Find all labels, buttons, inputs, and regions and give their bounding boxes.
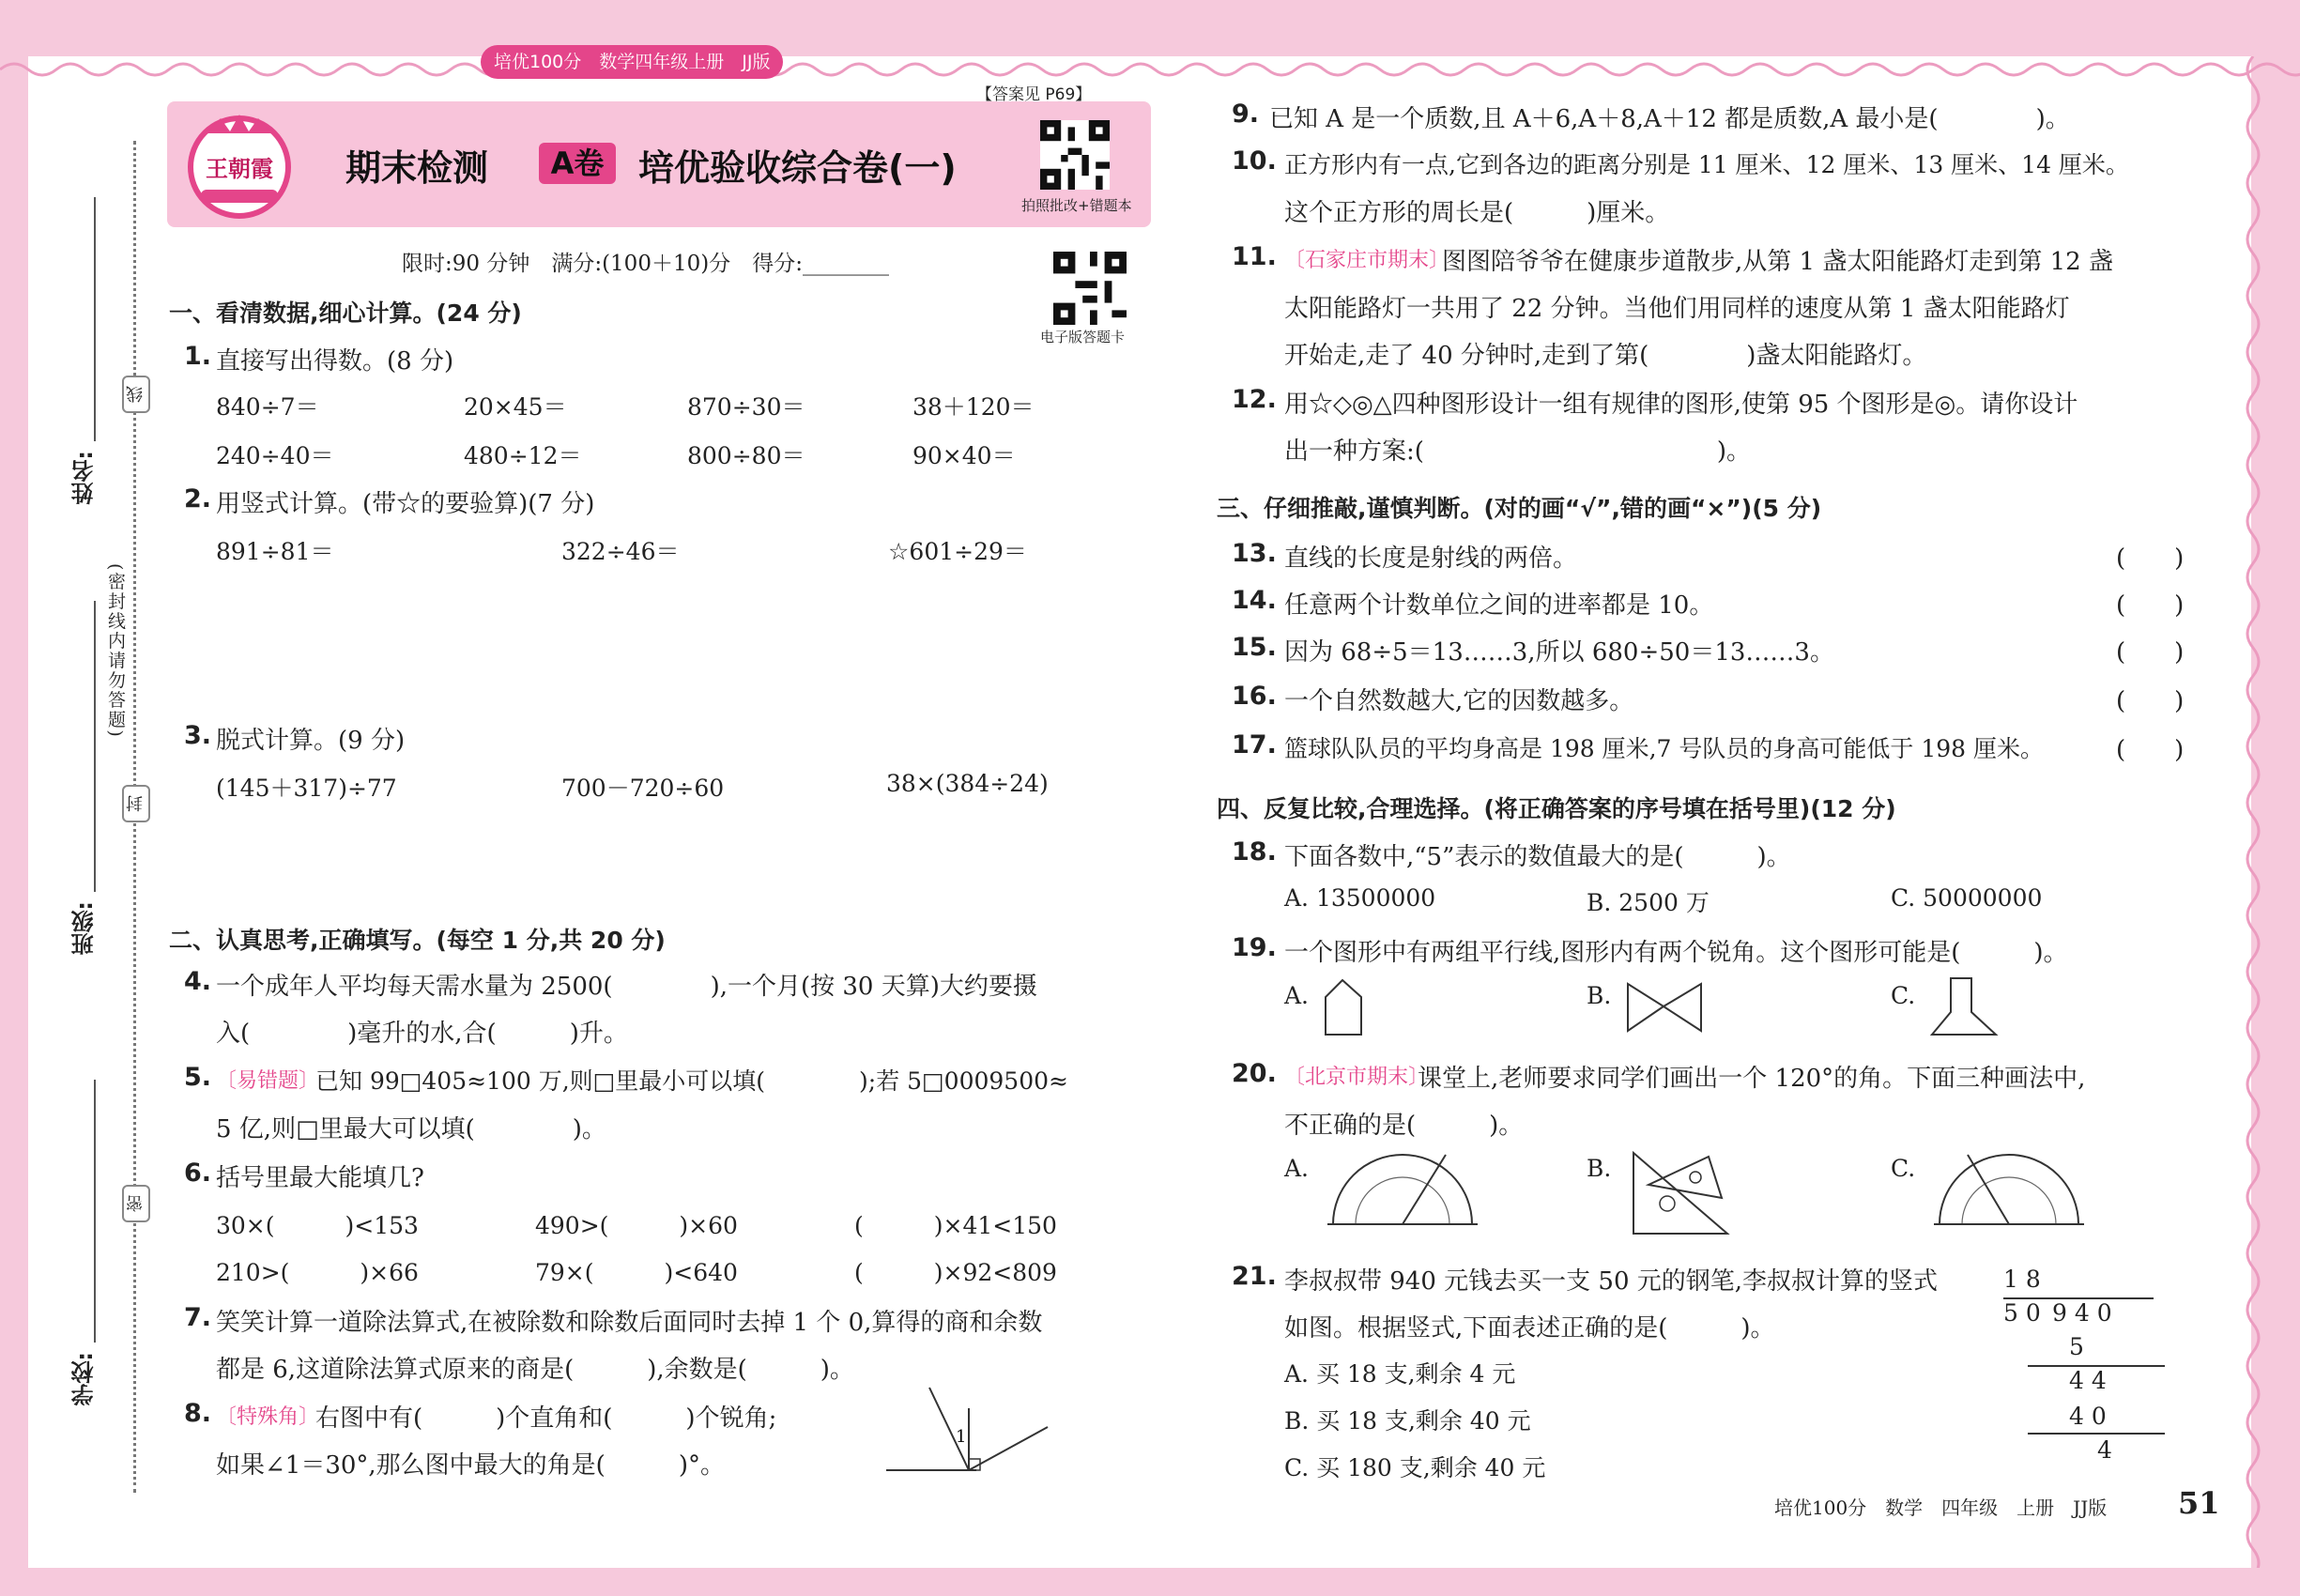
q9-text: 已知 A 是一个质数,且 A＋6,A＋8,A＋12 都是质数,A 最小是( )。 — [1269, 105, 2070, 133]
q20-tag: 〔北京市期末〕 — [1284, 1066, 1430, 1089]
exam-title: 期末检测 — [345, 147, 489, 189]
division-rule — [2028, 1433, 2165, 1435]
q7-line: 笑笑计算一道除法算式,在被除数和除数后面同时去掉 1 个 0,算得的商和余数 — [216, 1309, 1043, 1337]
q19-shape-c — [1928, 974, 2000, 1038]
q8-line: 右图中有( )个直角和( )个锐角; — [315, 1404, 777, 1433]
q2-number: 2. — [184, 484, 212, 514]
q1-item: 20×45＝ — [464, 393, 567, 421]
qr-caption-grading: 拍照批改+错题本 — [1021, 197, 1132, 214]
q5-number: 5. — [184, 1063, 212, 1092]
section-2-heading: 二、认真思考,正确填写。(每空 1 分,共 20 分) — [169, 927, 666, 954]
q4-line: 一个成年人平均每天需水量为 2500( ),一个月(按 30 天算)大约要摄 — [216, 973, 1037, 1001]
q6-item: 210>( )×66 — [216, 1259, 419, 1286]
wavy-border-right — [2234, 56, 2272, 1568]
q20-option-c[interactable]: C. — [1891, 1155, 1916, 1182]
q18-text: 下面各数中,“5”表示的数值最大的是( )。 — [1284, 843, 1791, 871]
paper-sheet — [28, 56, 2251, 1568]
q11-line: 太阳能路灯一共用了 22 分钟。当他们用同样的速度从第 1 盏太阳能路灯 — [1284, 295, 2070, 323]
q1-item: 480÷12＝ — [464, 442, 582, 469]
q1-item: 800÷80＝ — [687, 442, 805, 469]
long-division-quotient: 1 8 — [2003, 1266, 2041, 1293]
q10-line: 这个正方形的周长是( )厘米。 — [1284, 199, 1670, 227]
q19-option-c[interactable]: C. — [1891, 982, 1916, 1009]
q4-number: 4. — [184, 967, 212, 996]
q20-protractor-a — [1327, 1151, 1478, 1230]
q21-line: 李叔叔带 940 元钱去买一支 50 元的钢笔,李叔叔计算的竖式 — [1284, 1267, 1939, 1296]
q17-number: 17. — [1232, 730, 1277, 760]
q2-prompt: 用竖式计算。(带☆的要验算)(7 分) — [216, 490, 595, 518]
q1-item: 840÷7＝ — [216, 393, 319, 421]
paper-title: 培优验收综合卷(一) — [638, 147, 957, 189]
q19-number: 19. — [1232, 933, 1277, 962]
section-3-heading: 三、仔细推敲,谨慎判断。(对的画“√”,错的画“×”)(5 分) — [1217, 495, 1822, 522]
wavy-border-top — [0, 41, 2300, 79]
q11-tag: 〔石家庄市期末〕 — [1284, 249, 1450, 272]
q6-number: 6. — [184, 1159, 212, 1188]
q15-answer[interactable]: ( ) — [2116, 638, 2185, 667]
q12-line: 用☆◇◎△四种图形设计一组有规律的图形,使第 95 个图形是◎。请你设计 — [1284, 391, 2078, 419]
q14-text: 任意两个计数单位之间的进率都是 10。 — [1284, 591, 1714, 620]
q7-line: 都是 6,这道除法算式原来的商是( ),余数是( )。 — [216, 1356, 854, 1384]
q3-prompt: 脱式计算。(9 分) — [216, 727, 406, 755]
q19-option-b[interactable]: B. — [1587, 982, 1612, 1009]
q8-line: 如果∠1＝30°,那么图中最大的角是( )°。 — [216, 1451, 725, 1480]
answer-reference: 【答案见 P69】 — [976, 85, 1092, 104]
publisher-logo — [178, 105, 300, 222]
q12-number: 12. — [1232, 385, 1277, 414]
q17-text: 篮球队队员的平均身高是 198 厘米,7 号队员的身高可能低于 198 厘米。 — [1284, 735, 2045, 762]
class-label: 班级: — [71, 901, 98, 956]
exam-meta: 限时:90 分钟 满分:(100＋10)分 得分:________ — [402, 252, 889, 276]
name-label: 姓名: — [71, 451, 98, 505]
q2-item: 322÷46＝ — [561, 538, 680, 565]
q6-prompt: 括号里最大能填几? — [216, 1164, 424, 1192]
q3-item: 38×(384÷24) — [886, 770, 1049, 797]
qr-code-grading[interactable] — [1040, 120, 1110, 190]
qr-code-answer-card[interactable] — [1053, 252, 1127, 325]
q3-number: 3. — [184, 721, 212, 750]
q5-line: 已知 99□405≈100 万,则□里最小可以填( );若 5□0009500≈ — [315, 1067, 1068, 1095]
q17-answer[interactable]: ( ) — [2116, 736, 2185, 764]
q16-answer[interactable]: ( ) — [2116, 687, 2185, 715]
q18-number: 18. — [1232, 837, 1277, 867]
long-division-step: 5 — [2069, 1333, 2084, 1360]
q16-number: 16. — [1232, 682, 1277, 711]
q2-item: ☆601÷29＝ — [888, 538, 1027, 565]
q14-answer[interactable]: ( ) — [2116, 591, 2185, 620]
series-tag: 培优100分 数学四年级上册 JJ版 — [481, 45, 783, 79]
q8-angle-figure — [882, 1380, 1051, 1474]
q6-item: ( )×92<809 — [854, 1259, 1057, 1286]
q20-set-square-b — [1630, 1147, 1733, 1237]
qr-icon — [1040, 120, 1110, 190]
page-number: 51 — [2178, 1485, 2220, 1521]
seal-box-seal: 封 — [122, 785, 150, 822]
q19-text: 一个图形中有两组平行线,图形内有两个锐角。这个图形可能是( )。 — [1284, 939, 2068, 967]
qr-icon — [1053, 252, 1127, 325]
q20-line: 课堂上,老师要求同学们画出一个 120°的角。下面三种画法中, — [1418, 1065, 2086, 1093]
footer-series: 培优100分 数学 四年级 上册 JJ版 — [1774, 1496, 2108, 1519]
q12-line: 出一种方案:( )。 — [1284, 437, 1752, 466]
q6-item: 30×( )<153 — [216, 1212, 419, 1239]
long-division-dividend: 9 4 0 — [2052, 1299, 2112, 1327]
q3-item: (145＋317)÷77 — [216, 775, 397, 802]
q1-item: 90×40＝ — [912, 442, 1016, 469]
q1-item: 38＋120＝ — [912, 393, 1035, 421]
q8-angle-label: 1 — [956, 1427, 967, 1447]
q20-option-b[interactable]: B. — [1587, 1155, 1612, 1182]
long-division-step: 4 0 — [2069, 1403, 2107, 1430]
seal-box-line: 线 — [122, 376, 150, 413]
q1-item: 240÷40＝ — [216, 442, 334, 469]
q21-line: 如图。根据竖式,下面表述正确的是( )。 — [1284, 1314, 1775, 1343]
q21-number: 21. — [1232, 1262, 1277, 1291]
section-1-heading: 一、看清数据,细心计算。(24 分) — [169, 299, 522, 327]
q11-number: 11. — [1232, 242, 1277, 271]
q20-line: 不正确的是( )。 — [1284, 1112, 1524, 1140]
q8-number: 8. — [184, 1399, 212, 1428]
q6-item: 490>( )×60 — [535, 1212, 738, 1239]
q15-number: 15. — [1232, 633, 1277, 662]
q13-text: 直线的长度是射线的两倍。 — [1284, 545, 1578, 573]
q19-option-a[interactable]: A. — [1284, 982, 1310, 1009]
paper-badge: A卷 — [539, 143, 616, 184]
q20-number: 20. — [1232, 1059, 1277, 1088]
q3-item: 700－720÷60 — [561, 775, 725, 802]
q1-prompt: 直接写出得数。(8 分) — [216, 347, 454, 376]
q19-shape-a — [1322, 976, 1365, 1038]
q5-tag: 〔易错题〕 — [216, 1069, 320, 1093]
q2-item: 891÷81＝ — [216, 538, 334, 565]
q11-line: 开始走,走了 40 分钟时,走到了第( )盏太阳能路灯。 — [1284, 342, 1927, 370]
q19-shape-b — [1624, 978, 1705, 1036]
class-field[interactable] — [94, 601, 96, 892]
q21-option-a[interactable]: A. 买 18 支,剩余 4 元 — [1284, 1360, 1516, 1388]
q8-tag: 〔特殊角〕 — [216, 1405, 320, 1429]
q15-text: 因为 68÷5＝13……3,所以 680÷50＝13……3。 — [1284, 638, 1834, 667]
q13-number: 13. — [1232, 539, 1277, 568]
q16-text: 一个自然数越大,它的因数越多。 — [1284, 687, 1634, 715]
q13-answer[interactable]: ( ) — [2116, 545, 2185, 573]
q14-number: 14. — [1232, 586, 1277, 615]
long-division-step: 4 4 — [2069, 1367, 2107, 1394]
q11-line: 图图陪爷爷在健康步道散步,从第 1 盏太阳能路灯走到第 12 盏 — [1442, 248, 2113, 276]
q6-item: ( )×41<150 — [854, 1212, 1057, 1239]
q18-option-c[interactable]: C. 50000000 — [1891, 884, 2043, 912]
q7-number: 7. — [184, 1303, 212, 1332]
q4-line: 入( )毫升的水,合( )升。 — [216, 1020, 628, 1048]
q10-line: 正方形内有一点,它到各边的距离分别是 11 厘米、12 厘米、13 厘米、14 厘米。 — [1284, 151, 2129, 178]
q21-option-b[interactable]: B. 买 18 支,剩余 40 元 — [1284, 1407, 1531, 1435]
section-4-heading: 四、反复比较,合理选择。(将正确答案的序号填在括号里)(12 分) — [1217, 795, 1896, 822]
q1-number: 1. — [184, 342, 212, 371]
q10-number: 10. — [1232, 146, 1277, 176]
school-label: 学校: — [71, 1352, 98, 1406]
svg-text:王朝霞: 王朝霞 — [206, 155, 273, 182]
qr-caption-answer-card: 电子版答题卡 — [1040, 329, 1126, 345]
q18-option-a[interactable]: A. 13500000 — [1284, 884, 1436, 912]
seal-note: (密封线内请勿答题) — [105, 563, 126, 739]
seal-box-secret: 密 — [122, 1185, 150, 1222]
q20-option-a[interactable]: A. — [1284, 1155, 1310, 1182]
q1-item: 870÷30＝ — [687, 393, 805, 421]
name-field[interactable] — [94, 197, 96, 441]
q5-line: 5 亿,则□里最大可以填( )。 — [216, 1115, 606, 1143]
long-division-remainder: 4 — [2097, 1436, 2112, 1464]
q18-option-b[interactable]: B. 2500 万 — [1587, 889, 1710, 916]
long-division-divisor: 5 0 — [2003, 1299, 2041, 1327]
q21-option-c[interactable]: C. 买 180 支,剩余 40 元 — [1284, 1454, 1546, 1481]
q9-number: 9. — [1232, 100, 1260, 129]
q6-item: 79×( )<640 — [535, 1259, 738, 1286]
q20-protractor-c — [1934, 1151, 2084, 1230]
school-field[interactable] — [94, 1080, 96, 1343]
